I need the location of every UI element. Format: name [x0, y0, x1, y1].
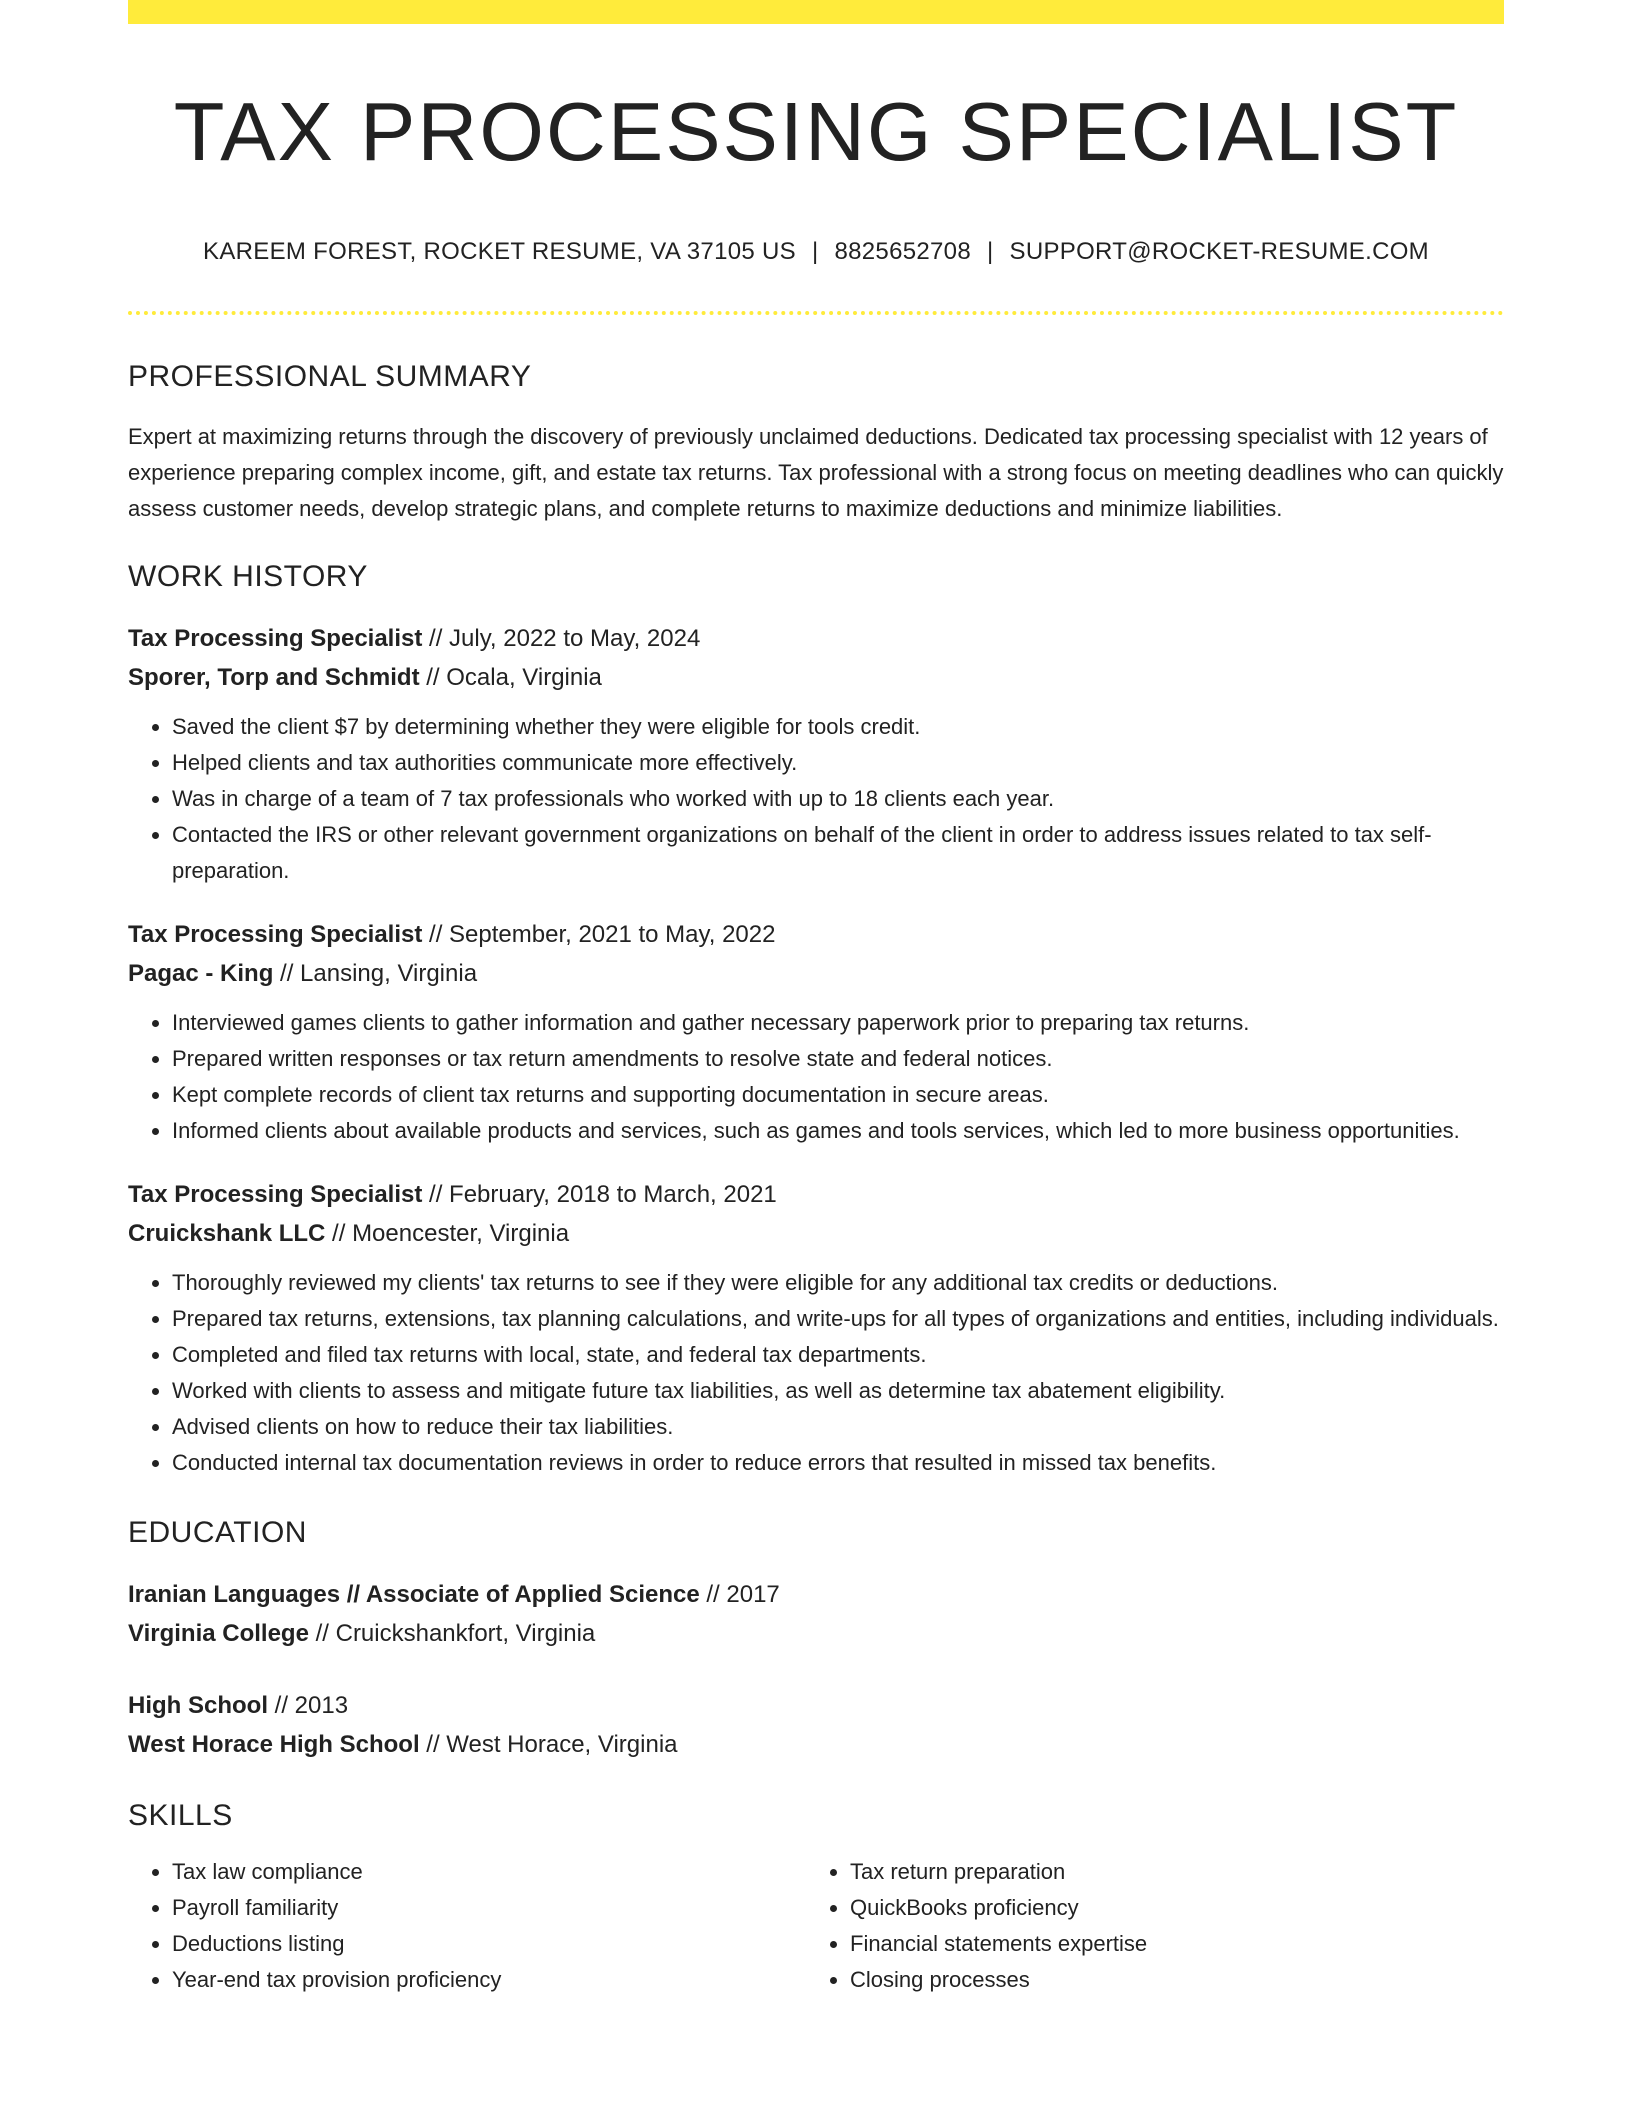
job-bullet: • Conducted internal tax documentation reviews in order to reduce errors that resulted in missed tax benefits. [172, 1445, 1504, 1481]
education-year: // 2013 [268, 1691, 349, 1719]
job-bullet: • Saved the client $7 by determining whether they were eligible for tools credit. [172, 709, 1504, 745]
job-bullets [128, 709, 1504, 889]
job-bullet: • Was in charge of a team of 7 tax professionals who worked with up to 18 clients each year. [172, 781, 1504, 817]
job-title-line [128, 619, 1504, 658]
job-entry [128, 619, 1504, 889]
contact-email: SUPPORT@ROCKET-RESUME.COM [1009, 237, 1429, 265]
skill-item: • Tax law compliance [172, 1854, 806, 1890]
education-school: West Horace High School [128, 1730, 420, 1758]
job-title: Tax Processing Specialist [128, 1180, 423, 1208]
summary-heading: PROFESSIONAL SUMMARY [128, 359, 532, 393]
job-location: // Moencester, Virginia [325, 1219, 570, 1247]
contact-address: KAREEM FOREST, ROCKET RESUME, VA 37105 US [203, 237, 796, 265]
job-bullet: • Informed clients about available products and services, such as games and tools services, which led to more business opportunities. [172, 1113, 1504, 1149]
education-heading: EDUCATION [128, 1515, 307, 1549]
job-location: // Ocala, Virginia [419, 663, 602, 691]
education-school: Virginia College [128, 1619, 309, 1647]
education-degree-line [128, 1575, 1504, 1614]
job-company: Sporer, Torp and Schmidt [128, 663, 420, 691]
job-location: // Lansing, Virginia [273, 959, 478, 987]
job-bullet: • Advised clients on how to reduce their tax liabilities. [172, 1409, 1504, 1445]
job-title-line [128, 915, 1504, 954]
contact-phone: 8825652708 [834, 237, 971, 265]
job-company-line [128, 954, 1504, 993]
education-entry [128, 1686, 1504, 1764]
skills-grid [128, 1854, 1504, 1998]
resume-title: TAX PROCESSING SPECIALIST [173, 85, 1459, 178]
contact-line [128, 236, 1504, 267]
education-location: // Cruickshankfort, Virginia [308, 1619, 596, 1647]
job-dates: // September, 2021 to May, 2022 [422, 920, 776, 948]
skill-item: • Payroll familiarity [172, 1890, 806, 1926]
job-bullets [128, 1265, 1504, 1481]
education-school-line [128, 1725, 1504, 1764]
job-company: Cruickshank LLC [128, 1219, 326, 1247]
education-degree-line [128, 1686, 1504, 1725]
education-school-line [128, 1614, 1504, 1653]
skill-item: • Financial statements expertise [850, 1926, 1484, 1962]
skill-item: • Year-end tax provision proficiency [172, 1962, 806, 1998]
job-title: Tax Processing Specialist [128, 624, 423, 652]
skills-list-right [806, 1854, 1484, 1998]
work-history-heading: WORK HISTORY [128, 559, 368, 593]
summary-text: Expert at maximizing returns through the discovery of previously unclaimed deductions. Dedicated tax processing specialist with 12 years of experience preparing complex income, gift, and estate tax returns. Tax professional with a strong focus on meeting deadlines who can quickly assess customer needs, develop strategic plans, and complete returns to maximize deductions and minimize liabilities. [128, 423, 1504, 521]
job-bullet: • Prepared written responses or tax return amendments to resolve state and federal notices. [172, 1041, 1504, 1077]
job-company: Pagac - King [128, 959, 274, 987]
education-location: // West Horace, Virginia [419, 1730, 678, 1758]
job-bullet: • Prepared tax returns, extensions, tax planning calculations, and write-ups for all types of organizations and entities, including individuals. [172, 1301, 1504, 1337]
job-title-line [128, 1175, 1504, 1214]
job-bullet: • Contacted the IRS or other relevant government organizations on behalf of the client in order to address issues related to tax self-preparation. [172, 817, 1504, 889]
contact-separator: | [986, 237, 994, 265]
education-degree: Iranian Languages // Associate of Applied Science [128, 1580, 700, 1608]
skill-item: • Deductions listing [172, 1926, 806, 1962]
contact-separator: | [811, 237, 819, 265]
education-degree: High School [128, 1691, 268, 1719]
job-bullet: • Thoroughly reviewed my clients' tax returns to see if they were eligible for any additional tax credits or deductions. [172, 1265, 1504, 1301]
job-dates: // July, 2022 to May, 2024 [422, 624, 701, 652]
education-year: // 2017 [699, 1580, 780, 1608]
job-entry [128, 1175, 1504, 1481]
job-company-line [128, 658, 1504, 697]
job-bullet: • Interviewed games clients to gather information and gather necessary paperwork prior to preparing tax returns. [172, 1005, 1504, 1041]
dotted-divider [128, 311, 1504, 315]
job-bullet: • Kept complete records of client tax returns and supporting documentation in secure areas. [172, 1077, 1504, 1113]
job-bullet: • Worked with clients to assess and mitigate future tax liabilities, as well as determine tax abatement eligibility. [172, 1373, 1504, 1409]
job-bullets [128, 1005, 1504, 1149]
job-title: Tax Processing Specialist [128, 920, 423, 948]
skill-item: • Closing processes [850, 1962, 1484, 1998]
resume-page [128, 0, 1504, 1998]
job-bullet: • Completed and filed tax returns with local, state, and federal tax departments. [172, 1337, 1504, 1373]
job-bullet: • Helped clients and tax authorities communicate more effectively. [172, 745, 1504, 781]
education-entry [128, 1575, 1504, 1653]
skills-heading: SKILLS [128, 1798, 233, 1832]
job-company-line [128, 1214, 1504, 1253]
job-entry [128, 915, 1504, 1149]
accent-bar [128, 0, 1504, 24]
skill-item: • Tax return preparation [850, 1854, 1484, 1890]
skills-list-left [128, 1854, 806, 1998]
job-dates: // February, 2018 to March, 2021 [422, 1180, 777, 1208]
skill-item: • QuickBooks proficiency [850, 1890, 1484, 1926]
